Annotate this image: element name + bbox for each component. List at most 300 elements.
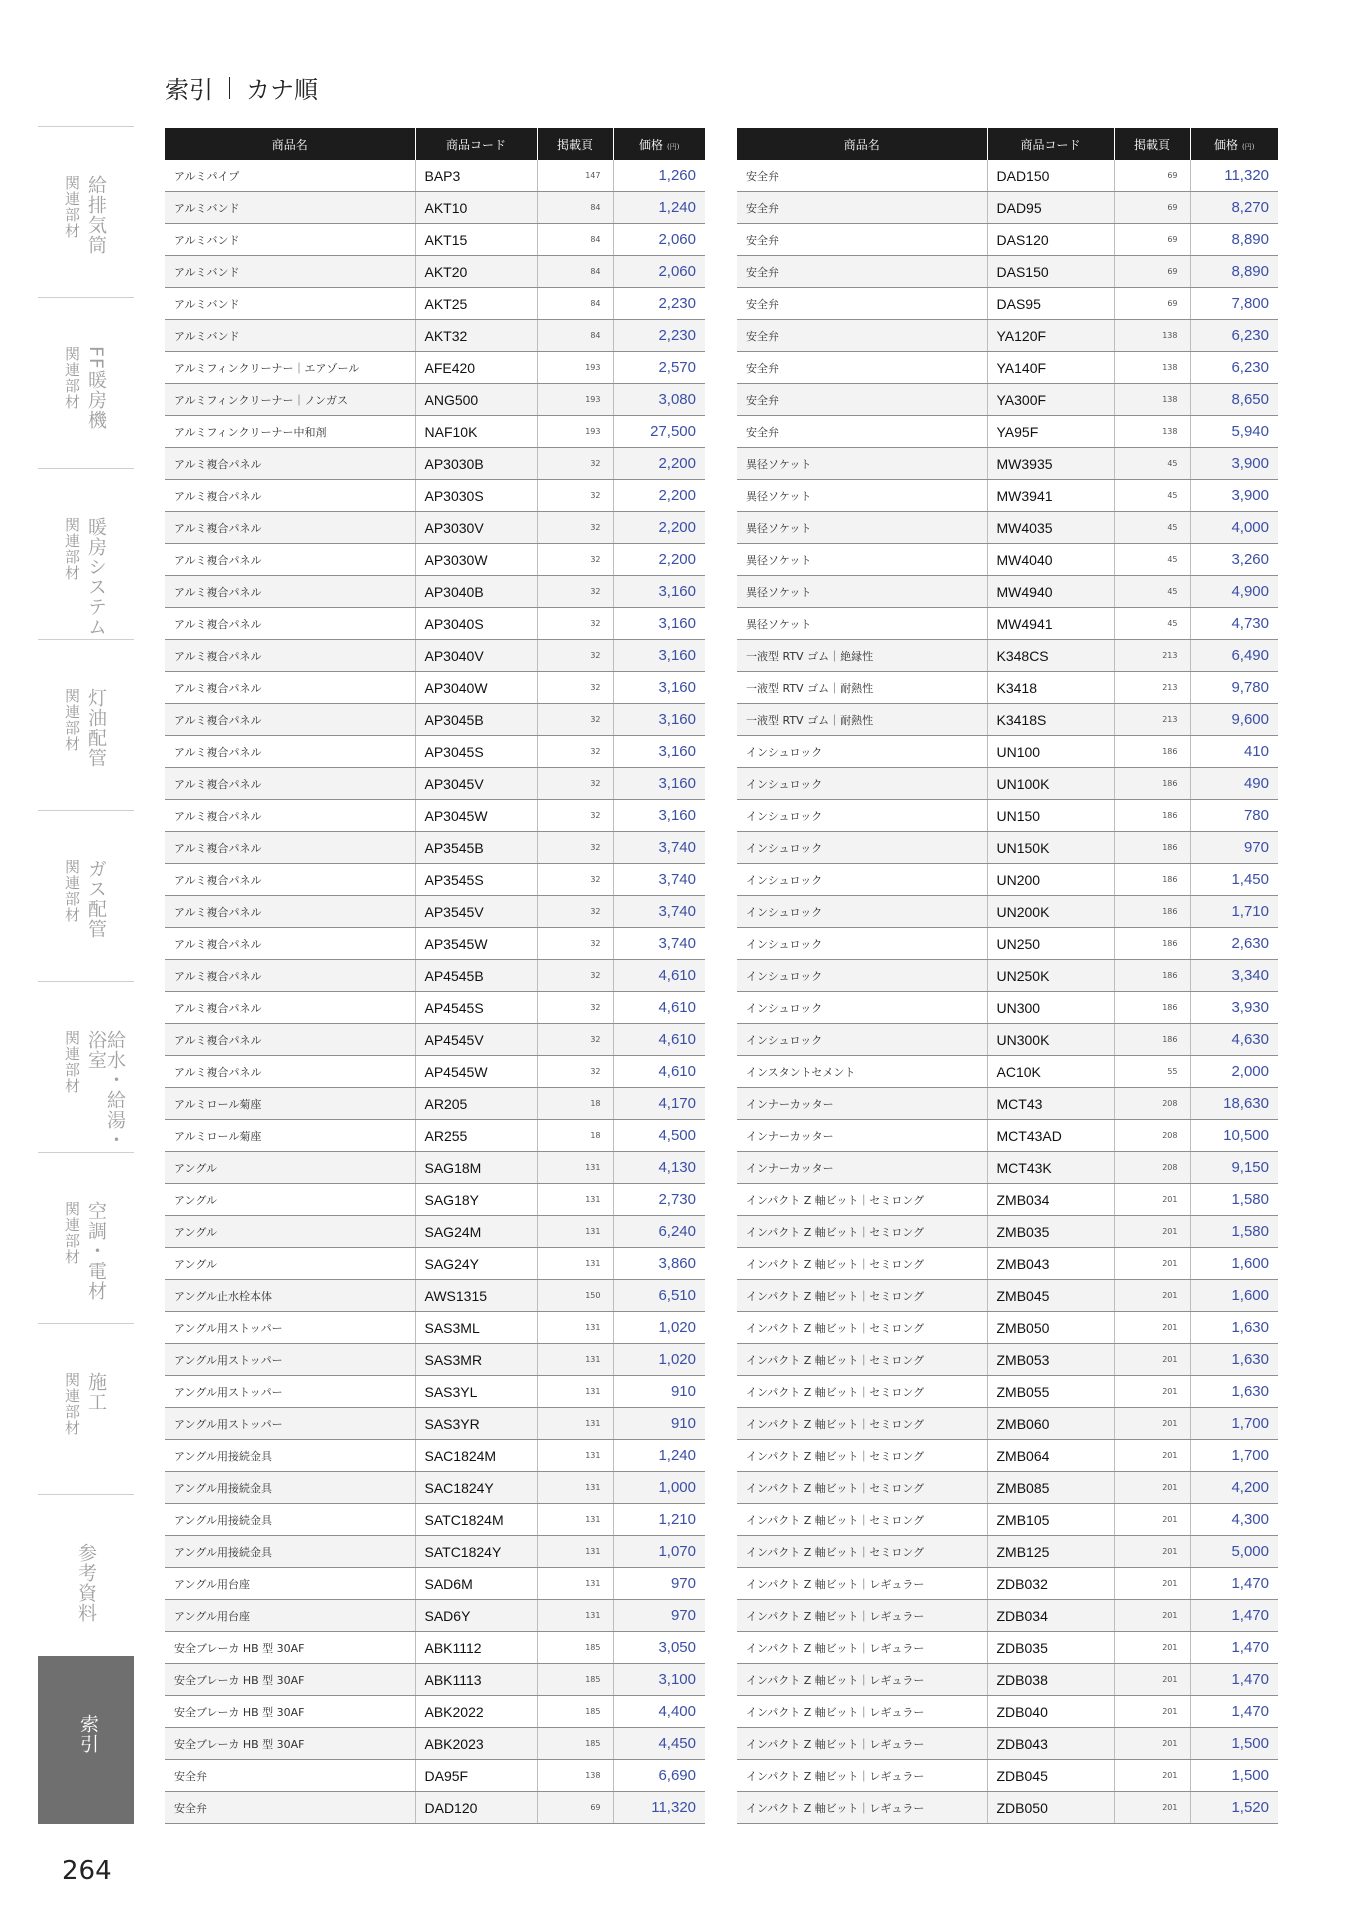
cell-product-name: 一液型 RTV ゴム｜耐熱性 <box>737 672 987 704</box>
cell-product-name: アルミバンド <box>165 288 415 320</box>
cell-product-code: UN300K <box>987 1024 1114 1056</box>
table-row <box>737 928 1278 960</box>
table-row <box>737 1056 1278 1088</box>
cell-page: 201 <box>1114 1600 1190 1632</box>
cell-product-code: AP3545B <box>415 832 537 864</box>
table-row <box>737 864 1278 896</box>
cell-page: 201 <box>1114 1728 1190 1760</box>
cell-price: 8,890 <box>1190 224 1278 256</box>
sidebar-section-7[interactable] <box>38 1152 134 1323</box>
table-row <box>165 608 705 640</box>
table-row <box>737 672 1278 704</box>
table-row <box>165 192 705 224</box>
cell-product-name: アルミ複合パネル <box>165 640 415 672</box>
cell-price: 1,630 <box>1190 1376 1278 1408</box>
cell-product-name: 異径ソケット <box>737 448 987 480</box>
cell-product-name: アルミ複合パネル <box>165 928 415 960</box>
cell-product-name: アルミフィンクリーナー｜ノンガス <box>165 384 415 416</box>
cell-page: 201 <box>1114 1344 1190 1376</box>
cell-product-name: アングル用接続金具 <box>165 1472 415 1504</box>
cell-product-code: MCT43K <box>987 1152 1114 1184</box>
cell-product-name: インパクト Z 軸ビット｜セミロング <box>737 1536 987 1568</box>
cell-product-code: DAD95 <box>987 192 1114 224</box>
cell-product-code: AP3040W <box>415 672 537 704</box>
cell-product-code: SAD6Y <box>415 1600 537 1632</box>
cell-product-name: アルミ複合パネル <box>165 1024 415 1056</box>
cell-product-name: アングル <box>165 1184 415 1216</box>
table-row <box>165 288 705 320</box>
title-divider <box>229 77 230 99</box>
table-row <box>737 1664 1278 1696</box>
cell-product-code: AR255 <box>415 1120 537 1152</box>
cell-price: 970 <box>613 1600 705 1632</box>
cell-product-name: インシュロック <box>737 768 987 800</box>
sidebar-section-subtitle: 関連部材 <box>63 859 81 923</box>
cell-product-name: インパクト Z 軸ビット｜レギュラー <box>737 1568 987 1600</box>
cell-price: 1,260 <box>613 160 705 192</box>
cell-page: 84 <box>537 288 613 320</box>
table-row <box>165 1536 705 1568</box>
cell-price: 3,340 <box>1190 960 1278 992</box>
cell-product-code: MW3935 <box>987 448 1114 480</box>
table-row <box>165 224 705 256</box>
page-title-main: 索引 <box>165 76 213 104</box>
cell-product-name: アングル <box>165 1152 415 1184</box>
cell-product-name: 一液型 RTV ゴム｜耐熱性 <box>737 704 987 736</box>
index-table-left <box>165 128 705 1824</box>
cell-product-code: DAS120 <box>987 224 1114 256</box>
cell-product-name: インパクト Z 軸ビット｜レギュラー <box>737 1760 987 1792</box>
cell-price: 4,450 <box>613 1728 705 1760</box>
cell-price: 1,450 <box>1190 864 1278 896</box>
table-row <box>737 1024 1278 1056</box>
cell-product-code: ZMB125 <box>987 1536 1114 1568</box>
cell-product-code: ZMB064 <box>987 1440 1114 1472</box>
table-row <box>737 160 1278 192</box>
cell-page: 32 <box>537 448 613 480</box>
cell-price: 3,160 <box>613 768 705 800</box>
col-header-page: 掲載頁 <box>1114 128 1190 160</box>
sidebar-section-index-active[interactable] <box>38 1656 134 1824</box>
cell-product-name: 安全弁 <box>737 352 987 384</box>
cell-price: 5,000 <box>1190 1536 1278 1568</box>
cell-product-code: AKT15 <box>415 224 537 256</box>
cell-price: 4,610 <box>613 1024 705 1056</box>
cell-product-code: AKT32 <box>415 320 537 352</box>
cell-page: 131 <box>537 1248 613 1280</box>
cell-page: 45 <box>1114 448 1190 480</box>
cell-page: 185 <box>537 1728 613 1760</box>
cell-price: 1,470 <box>1190 1664 1278 1696</box>
cell-product-code: UN200K <box>987 896 1114 928</box>
cell-price: 3,160 <box>613 704 705 736</box>
table-body-left <box>165 160 705 1824</box>
cell-price: 3,740 <box>613 832 705 864</box>
cell-product-code: UN150K <box>987 832 1114 864</box>
cell-product-name: インパクト Z 軸ビット｜レギュラー <box>737 1632 987 1664</box>
table-row <box>737 1440 1278 1472</box>
page-title <box>165 70 318 105</box>
table-row <box>165 960 705 992</box>
cell-price: 4,610 <box>613 960 705 992</box>
cell-page: 69 <box>1114 288 1190 320</box>
cell-price: 6,230 <box>1190 320 1278 352</box>
cell-page: 45 <box>1114 576 1190 608</box>
cell-product-code: ZDB043 <box>987 1728 1114 1760</box>
cell-price: 1,600 <box>1190 1280 1278 1312</box>
sidebar-section-4[interactable] <box>38 639 134 810</box>
cell-product-name: インシュロック <box>737 960 987 992</box>
cell-price: 4,610 <box>613 992 705 1024</box>
cell-page: 131 <box>537 1504 613 1536</box>
index-table-right <box>737 128 1278 1824</box>
cell-product-name: アルミ複合パネル <box>165 576 415 608</box>
cell-price: 3,740 <box>613 896 705 928</box>
cell-product-name: アルミ複合パネル <box>165 832 415 864</box>
cell-product-code: MW4035 <box>987 512 1114 544</box>
cell-price: 6,510 <box>613 1280 705 1312</box>
cell-page: 213 <box>1114 672 1190 704</box>
cell-page: 138 <box>1114 416 1190 448</box>
cell-price: 18,630 <box>1190 1088 1278 1120</box>
cell-product-code: ABK1113 <box>415 1664 537 1696</box>
cell-product-code: ZMB105 <box>987 1504 1114 1536</box>
cell-product-name: 異径ソケット <box>737 512 987 544</box>
cell-product-name: 安全弁 <box>737 256 987 288</box>
cell-page: 32 <box>537 640 613 672</box>
cell-product-name: 異径ソケット <box>737 608 987 640</box>
cell-price: 4,630 <box>1190 1024 1278 1056</box>
cell-product-code: SAC1824M <box>415 1440 537 1472</box>
cell-product-code: ANG500 <box>415 384 537 416</box>
sidebar-section-subtitle: 関連部材 <box>63 1372 81 1436</box>
cell-product-name: 安全ブレーカ HB 型 30AF <box>165 1696 415 1728</box>
cell-product-name: インシュロック <box>737 832 987 864</box>
table-row <box>737 192 1278 224</box>
cell-product-code: ZMB034 <box>987 1184 1114 1216</box>
cell-page: 131 <box>537 1152 613 1184</box>
table-row <box>737 1760 1278 1792</box>
table-row <box>737 736 1278 768</box>
cell-page: 131 <box>537 1568 613 1600</box>
cell-product-code: ABK2023 <box>415 1728 537 1760</box>
cell-product-name: インナーカッター <box>737 1088 987 1120</box>
cell-product-name: アルミフィンクリーナー中和剤 <box>165 416 415 448</box>
cell-page: 193 <box>537 384 613 416</box>
table-row <box>165 864 705 896</box>
cell-price: 4,500 <box>613 1120 705 1152</box>
cell-product-name: アルミ複合パネル <box>165 992 415 1024</box>
cell-price: 11,320 <box>1190 160 1278 192</box>
cell-page: 186 <box>1114 800 1190 832</box>
cell-product-name: インパクト Z 軸ビット｜セミロング <box>737 1216 987 1248</box>
cell-product-name: インパクト Z 軸ビット｜セミロング <box>737 1184 987 1216</box>
table-row <box>737 1216 1278 1248</box>
cell-page: 32 <box>537 704 613 736</box>
cell-page: 138 <box>1114 352 1190 384</box>
cell-product-code: SAS3YL <box>415 1376 537 1408</box>
cell-product-name: アングル用接続金具 <box>165 1504 415 1536</box>
cell-price: 1,020 <box>613 1312 705 1344</box>
cell-product-code: AP3030V <box>415 512 537 544</box>
table-row <box>737 768 1278 800</box>
col-header-price <box>1190 128 1278 160</box>
cell-product-name: インパクト Z 軸ビット｜レギュラー <box>737 1728 987 1760</box>
sidebar-section-subtitle: 関連部材 <box>63 1030 81 1094</box>
cell-product-code: YA300F <box>987 384 1114 416</box>
table-row <box>737 224 1278 256</box>
cell-product-code: UN250K <box>987 960 1114 992</box>
cell-product-name: 一液型 RTV ゴム｜絶縁性 <box>737 640 987 672</box>
table-header-row <box>165 128 705 160</box>
table-row <box>737 1728 1278 1760</box>
cell-product-code: UN150 <box>987 800 1114 832</box>
cell-product-name: アングル止水栓本体 <box>165 1280 415 1312</box>
cell-page: 201 <box>1114 1664 1190 1696</box>
cell-product-code: ZMB060 <box>987 1408 1114 1440</box>
cell-page: 201 <box>1114 1216 1190 1248</box>
cell-price: 1,240 <box>613 192 705 224</box>
cell-page: 186 <box>1114 864 1190 896</box>
cell-page: 186 <box>1114 928 1190 960</box>
cell-product-code: AP4545V <box>415 1024 537 1056</box>
cell-product-code: DAS150 <box>987 256 1114 288</box>
cell-page: 84 <box>537 192 613 224</box>
cell-page: 201 <box>1114 1408 1190 1440</box>
cell-product-name: アルミ複合パネル <box>165 704 415 736</box>
cell-product-code: SAG24M <box>415 1216 537 1248</box>
table-row <box>737 576 1278 608</box>
cell-price: 10,500 <box>1190 1120 1278 1152</box>
cell-price: 2,730 <box>613 1184 705 1216</box>
cell-product-name: 安全ブレーカ HB 型 30AF <box>165 1664 415 1696</box>
cell-price: 1,700 <box>1190 1408 1278 1440</box>
cell-product-name: アングル用台座 <box>165 1600 415 1632</box>
cell-page: 208 <box>1114 1120 1190 1152</box>
cell-page: 150 <box>537 1280 613 1312</box>
cell-product-code: AP4545B <box>415 960 537 992</box>
cell-page: 32 <box>537 768 613 800</box>
cell-price: 4,400 <box>613 1696 705 1728</box>
cell-product-code: MW4941 <box>987 608 1114 640</box>
cell-product-name: アルミロール菊座 <box>165 1120 415 1152</box>
cell-price: 1,630 <box>1190 1344 1278 1376</box>
cell-product-code: AP3030S <box>415 480 537 512</box>
cell-product-name: アルミ複合パネル <box>165 800 415 832</box>
sidebar-section-2[interactable] <box>38 297 134 468</box>
cell-price: 2,200 <box>613 544 705 576</box>
cell-product-name: 異径ソケット <box>737 480 987 512</box>
cell-page: 186 <box>1114 896 1190 928</box>
cell-product-code: AFE420 <box>415 352 537 384</box>
cell-page: 32 <box>537 992 613 1024</box>
sidebar-section-title: 参考資料 <box>75 1543 97 1623</box>
cell-page: 186 <box>1114 960 1190 992</box>
cell-product-name: アルミ複合パネル <box>165 960 415 992</box>
cell-page: 201 <box>1114 1312 1190 1344</box>
table-row <box>165 736 705 768</box>
cell-price: 3,860 <box>613 1248 705 1280</box>
cell-price: 2,000 <box>1190 1056 1278 1088</box>
cell-page: 131 <box>537 1184 613 1216</box>
cell-price: 3,160 <box>613 800 705 832</box>
cell-page: 185 <box>537 1664 613 1696</box>
cell-product-code: DA95F <box>415 1760 537 1792</box>
cell-product-name: 安全ブレーカ HB 型 30AF <box>165 1728 415 1760</box>
sidebar-section-subtitle: 関連部材 <box>63 517 81 581</box>
sidebar-section-subtitle: 関連部材 <box>63 175 81 239</box>
cell-product-code: UN100K <box>987 768 1114 800</box>
table-row <box>737 1696 1278 1728</box>
cell-product-name: アルミ複合パネル <box>165 1056 415 1088</box>
cell-product-name: 安全弁 <box>737 416 987 448</box>
cell-page: 208 <box>1114 1152 1190 1184</box>
table-row <box>737 352 1278 384</box>
cell-product-name: 安全ブレーカ HB 型 30AF <box>165 1632 415 1664</box>
cell-product-code: MCT43AD <box>987 1120 1114 1152</box>
cell-page: 131 <box>537 1344 613 1376</box>
cell-product-name: インシュロック <box>737 864 987 896</box>
sidebar-section-title: 暖房システム <box>85 517 107 637</box>
table-row <box>737 1088 1278 1120</box>
table-row <box>165 160 705 192</box>
sidebar-section-title: 給水・給湯・浴室 <box>85 1030 126 1150</box>
sidebar-section-9[interactable] <box>38 1494 134 1665</box>
cell-price: 3,160 <box>613 672 705 704</box>
cell-page: 201 <box>1114 1536 1190 1568</box>
price-label: 価格 <box>639 137 664 152</box>
cell-product-code: SAC1824Y <box>415 1472 537 1504</box>
table-row <box>737 640 1278 672</box>
table-row <box>165 512 705 544</box>
cell-price: 3,900 <box>1190 448 1278 480</box>
table-body-right <box>737 160 1278 1824</box>
cell-page: 45 <box>1114 512 1190 544</box>
cell-page: 185 <box>537 1696 613 1728</box>
cell-product-name: 安全弁 <box>737 160 987 192</box>
col-header-price <box>613 128 705 160</box>
cell-price: 3,050 <box>613 1632 705 1664</box>
cell-price: 3,260 <box>1190 544 1278 576</box>
cell-price: 1,470 <box>1190 1696 1278 1728</box>
table-row <box>737 1120 1278 1152</box>
section-sidebar <box>38 126 134 1754</box>
cell-product-name: アルミバンド <box>165 192 415 224</box>
cell-price: 3,900 <box>1190 480 1278 512</box>
cell-product-code: K3418S <box>987 704 1114 736</box>
cell-page: 138 <box>1114 384 1190 416</box>
sidebar-section-3[interactable] <box>38 468 134 639</box>
table-row <box>737 1312 1278 1344</box>
cell-product-name: アングル用接続金具 <box>165 1440 415 1472</box>
sidebar-section-5[interactable] <box>38 810 134 981</box>
cell-product-code: AR205 <box>415 1088 537 1120</box>
table-row <box>165 1088 705 1120</box>
table-row <box>737 256 1278 288</box>
table-row <box>737 544 1278 576</box>
page-title-sub: カナ順 <box>246 76 318 104</box>
sidebar-section-6[interactable] <box>38 981 134 1152</box>
cell-price: 4,300 <box>1190 1504 1278 1536</box>
cell-price: 2,060 <box>613 256 705 288</box>
table-row <box>165 416 705 448</box>
cell-product-code: AWS1315 <box>415 1280 537 1312</box>
cell-price: 3,740 <box>613 864 705 896</box>
cell-product-code: YA140F <box>987 352 1114 384</box>
cell-product-code: AP3040V <box>415 640 537 672</box>
cell-product-code: ZMB055 <box>987 1376 1114 1408</box>
cell-product-code: UN200 <box>987 864 1114 896</box>
cell-page: 131 <box>537 1472 613 1504</box>
cell-product-code: DAD120 <box>415 1792 537 1824</box>
sidebar-section-1[interactable] <box>38 126 134 297</box>
cell-price: 1,600 <box>1190 1248 1278 1280</box>
table-row <box>165 1216 705 1248</box>
sidebar-section-title: 施工 <box>85 1372 107 1412</box>
cell-product-name: 安全弁 <box>737 288 987 320</box>
cell-price: 2,230 <box>613 288 705 320</box>
cell-product-code: MW4040 <box>987 544 1114 576</box>
cell-product-code: MCT43 <box>987 1088 1114 1120</box>
cell-page: 32 <box>537 736 613 768</box>
table-row <box>737 1632 1278 1664</box>
cell-page: 201 <box>1114 1472 1190 1504</box>
cell-product-code: AP3545S <box>415 864 537 896</box>
sidebar-active-title: 索引 <box>77 1714 99 1754</box>
table-row <box>165 1312 705 1344</box>
cell-price: 3,740 <box>613 928 705 960</box>
cell-price: 1,000 <box>613 1472 705 1504</box>
table-row <box>165 320 705 352</box>
cell-page: 201 <box>1114 1504 1190 1536</box>
cell-product-code: SAS3MR <box>415 1344 537 1376</box>
sidebar-section-title: 灯油配管 <box>85 688 107 768</box>
table-row <box>165 1376 705 1408</box>
cell-product-name: インパクト Z 軸ビット｜レギュラー <box>737 1792 987 1824</box>
cell-product-code: BAP3 <box>415 160 537 192</box>
cell-product-name: アルミロール菊座 <box>165 1088 415 1120</box>
sidebar-section-title: 給排気筒 <box>85 175 107 255</box>
price-unit: (円) <box>1242 142 1255 151</box>
sidebar-section-subtitle: 関連部材 <box>63 1201 81 1265</box>
cell-product-code: SATC1824Y <box>415 1536 537 1568</box>
cell-page: 131 <box>537 1376 613 1408</box>
cell-page: 138 <box>537 1760 613 1792</box>
cell-product-name: インシュロック <box>737 736 987 768</box>
sidebar-section-8[interactable] <box>38 1323 134 1494</box>
cell-price: 8,650 <box>1190 384 1278 416</box>
cell-product-name: インパクト Z 軸ビット｜レギュラー <box>737 1664 987 1696</box>
cell-product-name: インパクト Z 軸ビット｜セミロング <box>737 1472 987 1504</box>
cell-product-name: アングル用ストッパー <box>165 1376 415 1408</box>
table-row <box>737 832 1278 864</box>
cell-page: 45 <box>1114 544 1190 576</box>
sidebar-section-title: ガス配管 <box>85 859 107 939</box>
cell-page: 201 <box>1114 1184 1190 1216</box>
sidebar-section-subtitle: 関連部材 <box>63 346 81 410</box>
cell-product-name: インシュロック <box>737 928 987 960</box>
cell-product-code: ZDB035 <box>987 1632 1114 1664</box>
cell-page: 186 <box>1114 992 1190 1024</box>
cell-price: 4,730 <box>1190 608 1278 640</box>
cell-page: 201 <box>1114 1760 1190 1792</box>
cell-product-code: SAG24Y <box>415 1248 537 1280</box>
cell-product-code: NAF10K <box>415 416 537 448</box>
cell-price: 1,210 <box>613 1504 705 1536</box>
cell-product-code: AP3045S <box>415 736 537 768</box>
cell-page: 131 <box>537 1408 613 1440</box>
cell-page: 186 <box>1114 736 1190 768</box>
